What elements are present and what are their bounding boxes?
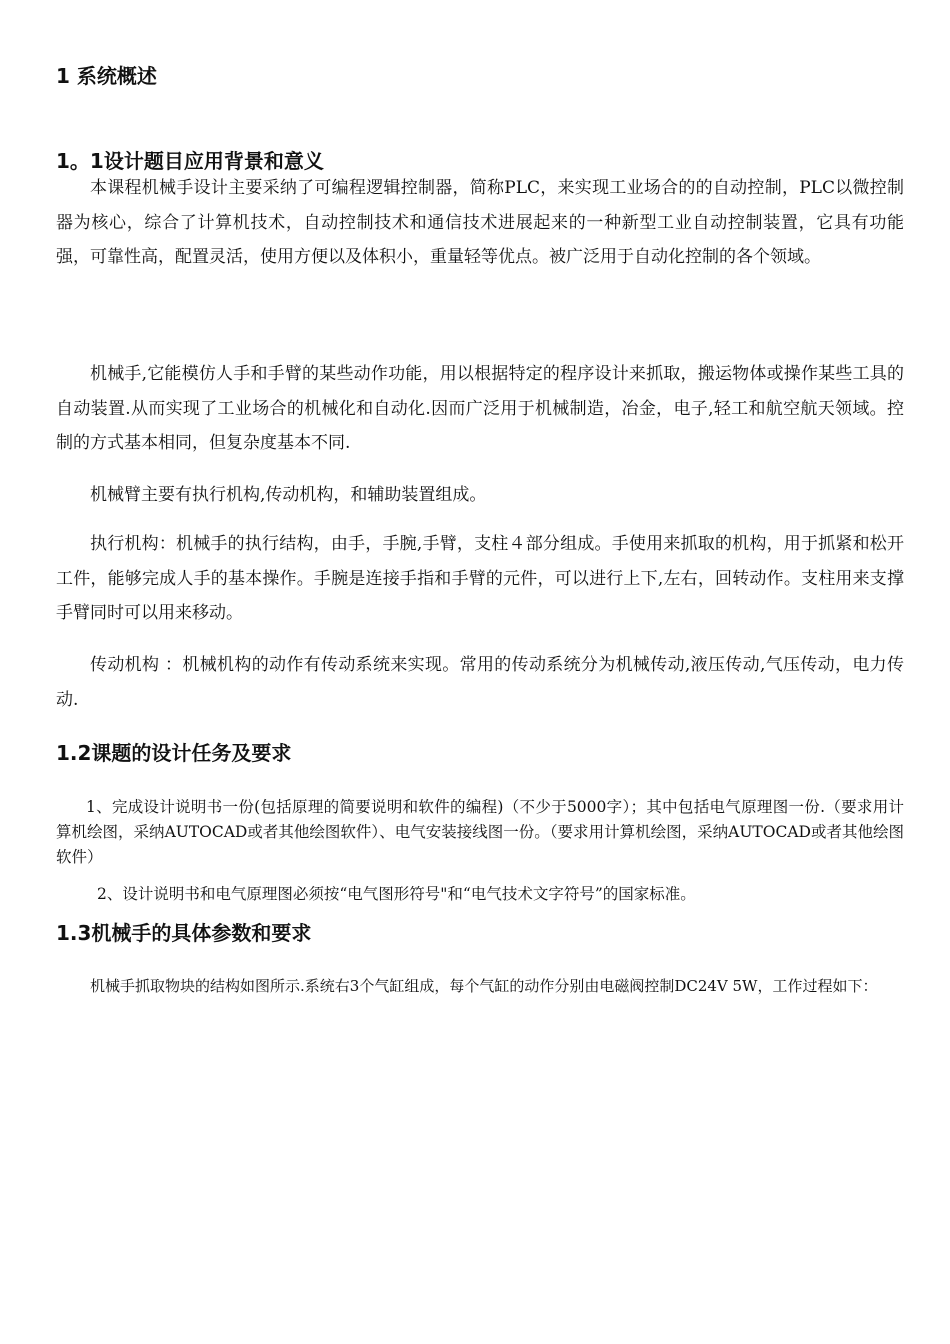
paragraph-arm-components: 机械臂主要有执行机构,传动机构，和辅助装置组成。 bbox=[90, 485, 487, 505]
chapter-heading: 1 系统概述 bbox=[56, 64, 157, 88]
paragraph-actuator: 执行机构：机械手的执行结构，由手，手腕,手臂，支柱４部分组成。手使用来抓取的机构，用于抓紧和松开工件，能够完成人手的基本操作。手腕是连接手指和手臂的元件，可以进行上下,左右，回转动作。支柱用来支撑手臂同时可以用来移动。 bbox=[56, 534, 904, 623]
paragraph-parameters: 机械手抓取物块的结构如图所示.系统右3个气缸组成，每个气缸的动作分别由电磁阀控制DC24V 5W，工作过程如下： bbox=[90, 977, 878, 995]
section-heading-1-1: 1。1设计题目应用背景和意义 bbox=[56, 149, 324, 173]
paragraph-plc-intro: 本课程机械手设计主要采纳了可编程逻辑控制器，简称PLC，来实现工业场合的的自动控制，PLC以微控制器为核心，综合了计算机技术，自动控制技术和通信技术进展起来的一种新型工业自动控制装置，它具有功能强，可靠性高，配置灵活，使用方便以及体积小，重量轻等优点。被广泛用于自动化控制的各个领域。 bbox=[56, 178, 904, 267]
requirement-item-2: 2、设计说明书和电气原理图必须按“电气图形符号"和“电气技术文字符号”的国家标准。 bbox=[97, 885, 696, 903]
paragraph-transmission: 传动机构 ：机械机构的动作有传动系统来实现。常用的传动系统分为机械传动,液压传动,气压传动，电力传动. bbox=[56, 655, 904, 710]
section-heading-1-3: 1.3机械手的具体参数和要求 bbox=[56, 921, 312, 945]
requirement-item-1: 1、完成设计说明书一份(包括原理的简要说明和软件的编程)（不少于5000字）；其中包括电气原理图一份.（要求用计算机绘图，采纳AUTOCAD或者其他绘图软件）、电气安装接线图一份。（要求用计算机绘图，采纳AUTOCAD或者其他绘图软件） bbox=[56, 798, 904, 866]
paragraph-manipulator: 机械手,它能模仿人手和手臂的某些动作功能，用以根据特定的程序设计来抓取，搬运物体或操作某些工具的自动装置.从而实现了工业场合的机械化和自动化.因而广泛用于机械制造，冶金，电子,轻工和航空航天领域。控制的方式基本相同，但复杂度基本不同. bbox=[56, 364, 904, 453]
section-heading-1-2: 1.2课题的设计任务及要求 bbox=[56, 741, 292, 765]
